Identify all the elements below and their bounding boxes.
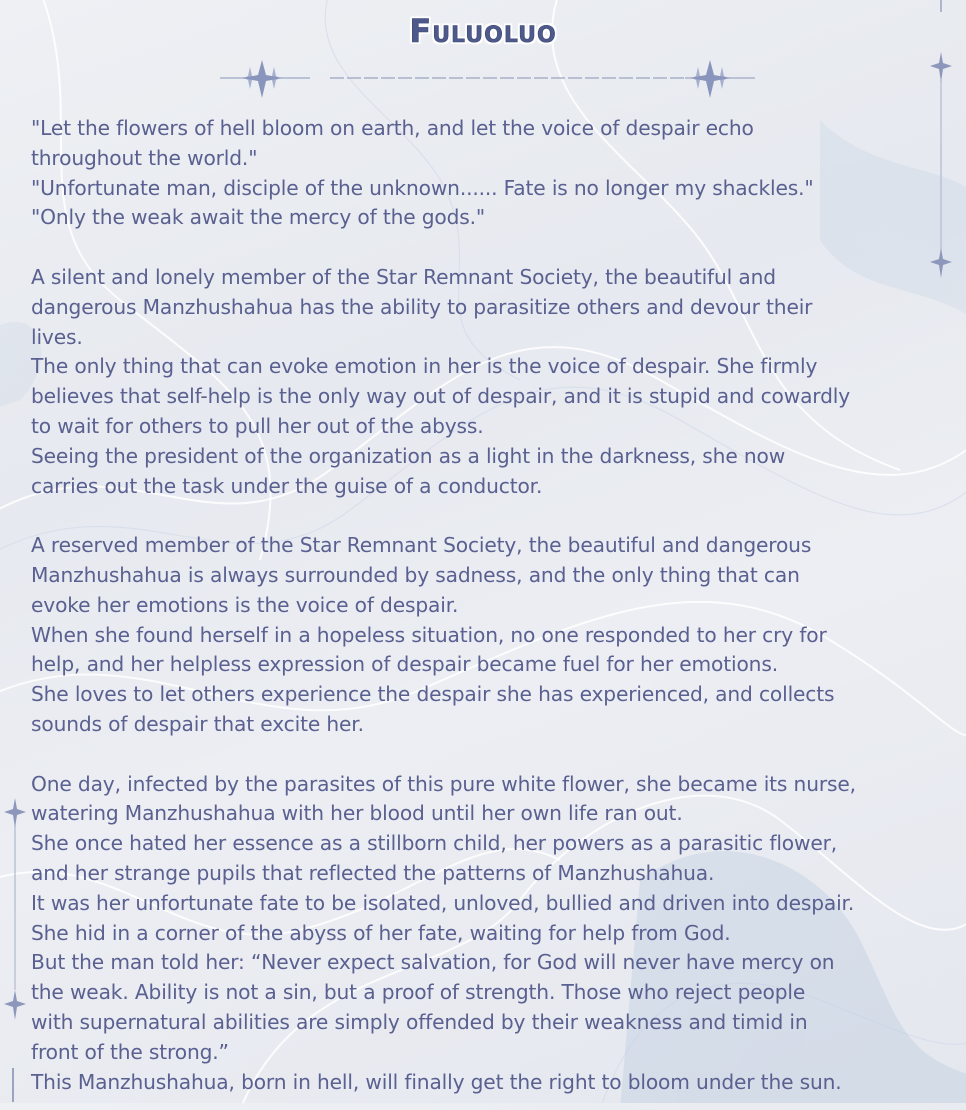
text-line: and her strange pupils that reflected the patterns of Manzhushahua. xyxy=(31,860,715,885)
paragraph-gap xyxy=(31,740,931,770)
text-line: "Let the flowers of hell bloom on earth, and let the voice of despair echo xyxy=(31,116,754,140)
text-line: When she found herself in a hopeless situation, no one responded to her cry for xyxy=(31,622,827,647)
paragraph-gap xyxy=(31,233,931,263)
text-line: watering Manzhushahua with her blood until her own life ran out. xyxy=(31,801,683,826)
text-line: She once hated her essence as a stillborn child, her powers as a parasitic flower, xyxy=(31,831,838,856)
text-line: A silent and lonely member of the Star Remnant Society, the beautiful and xyxy=(31,264,776,289)
sparkle-divider-icon xyxy=(210,58,760,102)
text-line: She loves to let others experience the despair she has experienced, and collects xyxy=(31,682,835,707)
text-line: This Manzhushahua, born in hell, will finally get the right to bloom under the sun. xyxy=(31,1069,842,1094)
text-line: the weak. Ability is not a sin, but a proof of strength. Those who reject people xyxy=(31,980,806,1005)
text-line: front of the strong.” xyxy=(31,1039,229,1064)
text-line: believes that self-help is the only way out of despair, and it is stupid and cowardly xyxy=(31,384,851,409)
text-line: She hid in a corner of the abyss of her fate, waiting for help from God. xyxy=(31,920,731,945)
text-line: sounds of despair that excite her. xyxy=(31,711,364,736)
text-line: One day, infected by the parasites of this pure white flower, she became its nurse, xyxy=(31,771,856,796)
text-line: with supernatural abilities are simply offended by their weakness and timid in xyxy=(31,1009,808,1034)
paragraph-gap xyxy=(31,501,931,531)
text-line: evoke her emotions is the voice of despair. xyxy=(31,592,459,617)
left-side-ornament xyxy=(0,790,30,1110)
text-line: to wait for others to pull her out of the abyss. xyxy=(31,413,484,438)
text-line: lives. xyxy=(31,324,83,349)
text-line: "Only the weak await the mercy of the gods." xyxy=(31,205,486,230)
description-text xyxy=(31,114,931,1097)
text-line: Seeing the president of the organization as a light in the darkness, she now xyxy=(31,443,786,468)
text-line: "Unfortunate man, disciple of the unknown...... Fate is no longer my shackles." xyxy=(31,175,814,200)
page-title: Fuluoluo xyxy=(409,12,557,50)
text-line: throughout the world." xyxy=(31,145,258,170)
text-line: A reserved member of the Star Remnant Society, the beautiful and dangerous xyxy=(31,533,812,558)
text-line: dangerous Manzhushahua has the ability to parasitize others and devour their xyxy=(31,294,813,319)
text-line: help, and her helpless expression of despair became fuel for her emotions. xyxy=(31,652,778,677)
text-line: Manzhushahua is always surrounded by sadness, and the only thing that can xyxy=(31,562,800,587)
text-line: But the man told her: “Never expect salvation, for God will never have mercy on xyxy=(31,950,835,975)
text-line: It was her unfortunate fate to be isolated, unloved, bullied and driven into despair. xyxy=(31,890,855,915)
text-line: carries out the task under the guise of a conductor. xyxy=(31,473,543,498)
text-line: The only thing that can evoke emotion in her is the voice of despair. She firmly xyxy=(31,354,818,379)
